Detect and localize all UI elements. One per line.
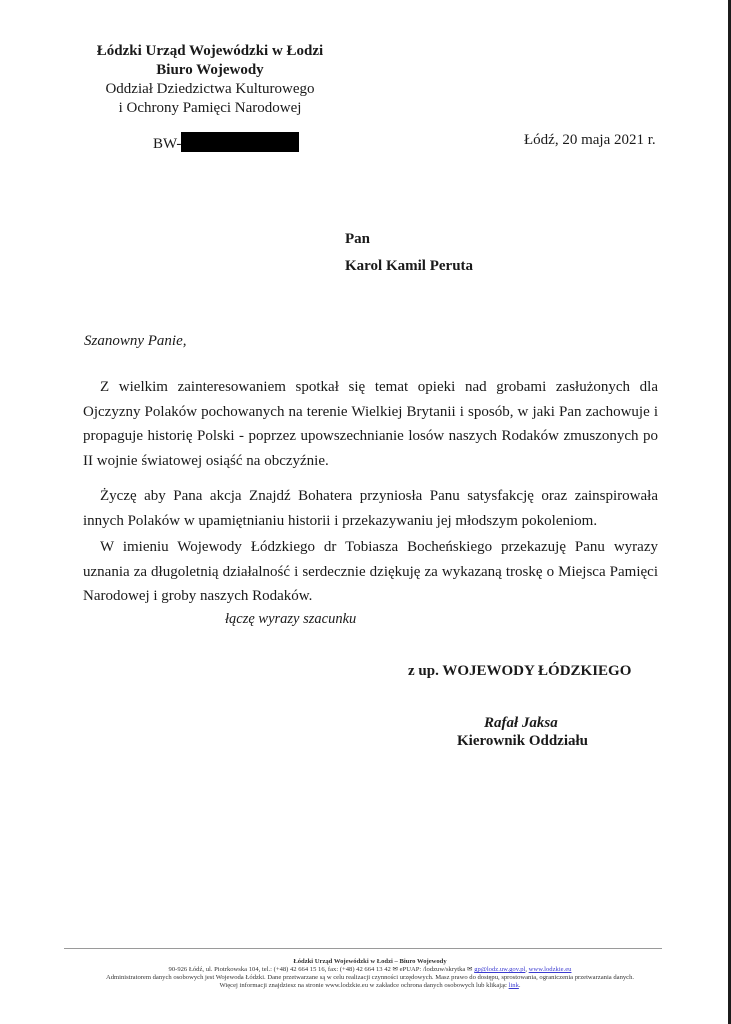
- closing-phrase: łączę wyrazy szacunku: [225, 611, 357, 627]
- footer-contact: 90-926 Łódź, ul. Piotrkowska 104, tel.: (+48) 42 664 15 16, fax: (+48) 42 664 13 42 ✉ ePUAP: /lodzuw/skrytka ✉ gp@lodz.uw.gov.pl, www.lodzkie.eu: [168, 966, 572, 973]
- body-paragraph-1: [83, 375, 658, 473]
- footer-more-info: Więcej informacji znajdziesz na stronie www.lodzkie.eu w zakładce ochrona danych osobowych lub klikając link.: [219, 982, 521, 989]
- footer-website-link[interactable]: www.lodzkie.eu: [528, 966, 572, 973]
- letter-date: Łódź, 20 maja 2021 r.: [524, 132, 656, 148]
- signature-authority: z up. WOJEWODY ŁÓDZKIEGO: [408, 663, 632, 679]
- footer-privacy: Administratorem danych osobowych jest Wojewoda Łódzki. Dane przetwarzane są w celu realizacji czynności urzędowych. Masz prawo do dostępu, sprostowania, ograniczenia przetwarzania danych.: [105, 974, 635, 981]
- letterhead-office: Łódzki Urząd Wojewódzki w Łodzi: [96, 43, 324, 59]
- redaction-box: [181, 132, 299, 152]
- letterhead-bureau: Biuro Wojewody: [156, 62, 264, 78]
- footer-divider: [64, 948, 662, 949]
- signatory-name: Rafał Jaksa: [484, 715, 558, 731]
- footer-privacy-link[interactable]: link: [508, 982, 519, 989]
- paragraph-text: Życzę aby Pana akcja Znajdź Bohatera przyniosła Panu satysfakcję oraz zainspirowała innych Polaków w upamiętnianiu historii i przekazywaniu jej młodszym pokoleniom.: [83, 488, 658, 529]
- footer-email-link[interactable]: gp@lodz.uw.gov.pl: [474, 966, 526, 973]
- reference-prefix: BW-: [153, 136, 182, 152]
- reference-number: [153, 132, 299, 153]
- footer-contact-text: 90-926 Łódź, ul. Piotrkowska 104, tel.: (+48) 42 664 15 16, fax: (+48) 42 664 13 42 ✉ ePUAP: /lodzuw/skrytka ✉: [168, 966, 475, 973]
- greeting: Szanowny Panie,: [84, 333, 187, 349]
- footer-title: Łódzki Urząd Wojewódzki w Łodzi – Biuro Wojewody: [293, 958, 447, 965]
- letterhead-department: Oddział Dziedzictwa Kulturowego: [105, 81, 315, 97]
- body-paragraph-3: [83, 535, 658, 609]
- letterhead: [60, 42, 360, 118]
- paragraph-text: W imieniu Wojewody Łódzkiego dr Tobiasza Bocheńskiego przekazuję Panu wyrazy uznania za długoletnią działalność i serdecznie dziękuję za wykazaną troskę o Miejsca Pamięci Narodowej i groby naszych Rodaków.: [83, 539, 658, 604]
- body-paragraph-2: [83, 484, 658, 533]
- recipient-name: Karol Kamil Peruta: [345, 258, 474, 274]
- signatory-position: Kierownik Oddziału: [457, 733, 589, 749]
- footer-more-info-text: Więcej informacji znajdziesz na stronie www.lodzkie.eu w zakładce ochrona danych osobowych lub klikając: [219, 982, 509, 989]
- letterhead-department-cont: i Ochrony Pamięci Narodowej: [118, 100, 302, 116]
- recipient-title: Pan: [345, 231, 371, 247]
- paragraph-text: Z wielkim zainteresowaniem spotkał się temat opieki nad grobami zasłużonych dla Ojczyzny Polaków pochowanych na terenie Wielkiej Brytanii i sposób, w jaki Pan zachowuje i propaguje historię Polski - poprzez upowszechnianie losów naszych Rodaków zmuszonych po II wojnie światowej osiąść na obczyźnie.: [83, 379, 658, 469]
